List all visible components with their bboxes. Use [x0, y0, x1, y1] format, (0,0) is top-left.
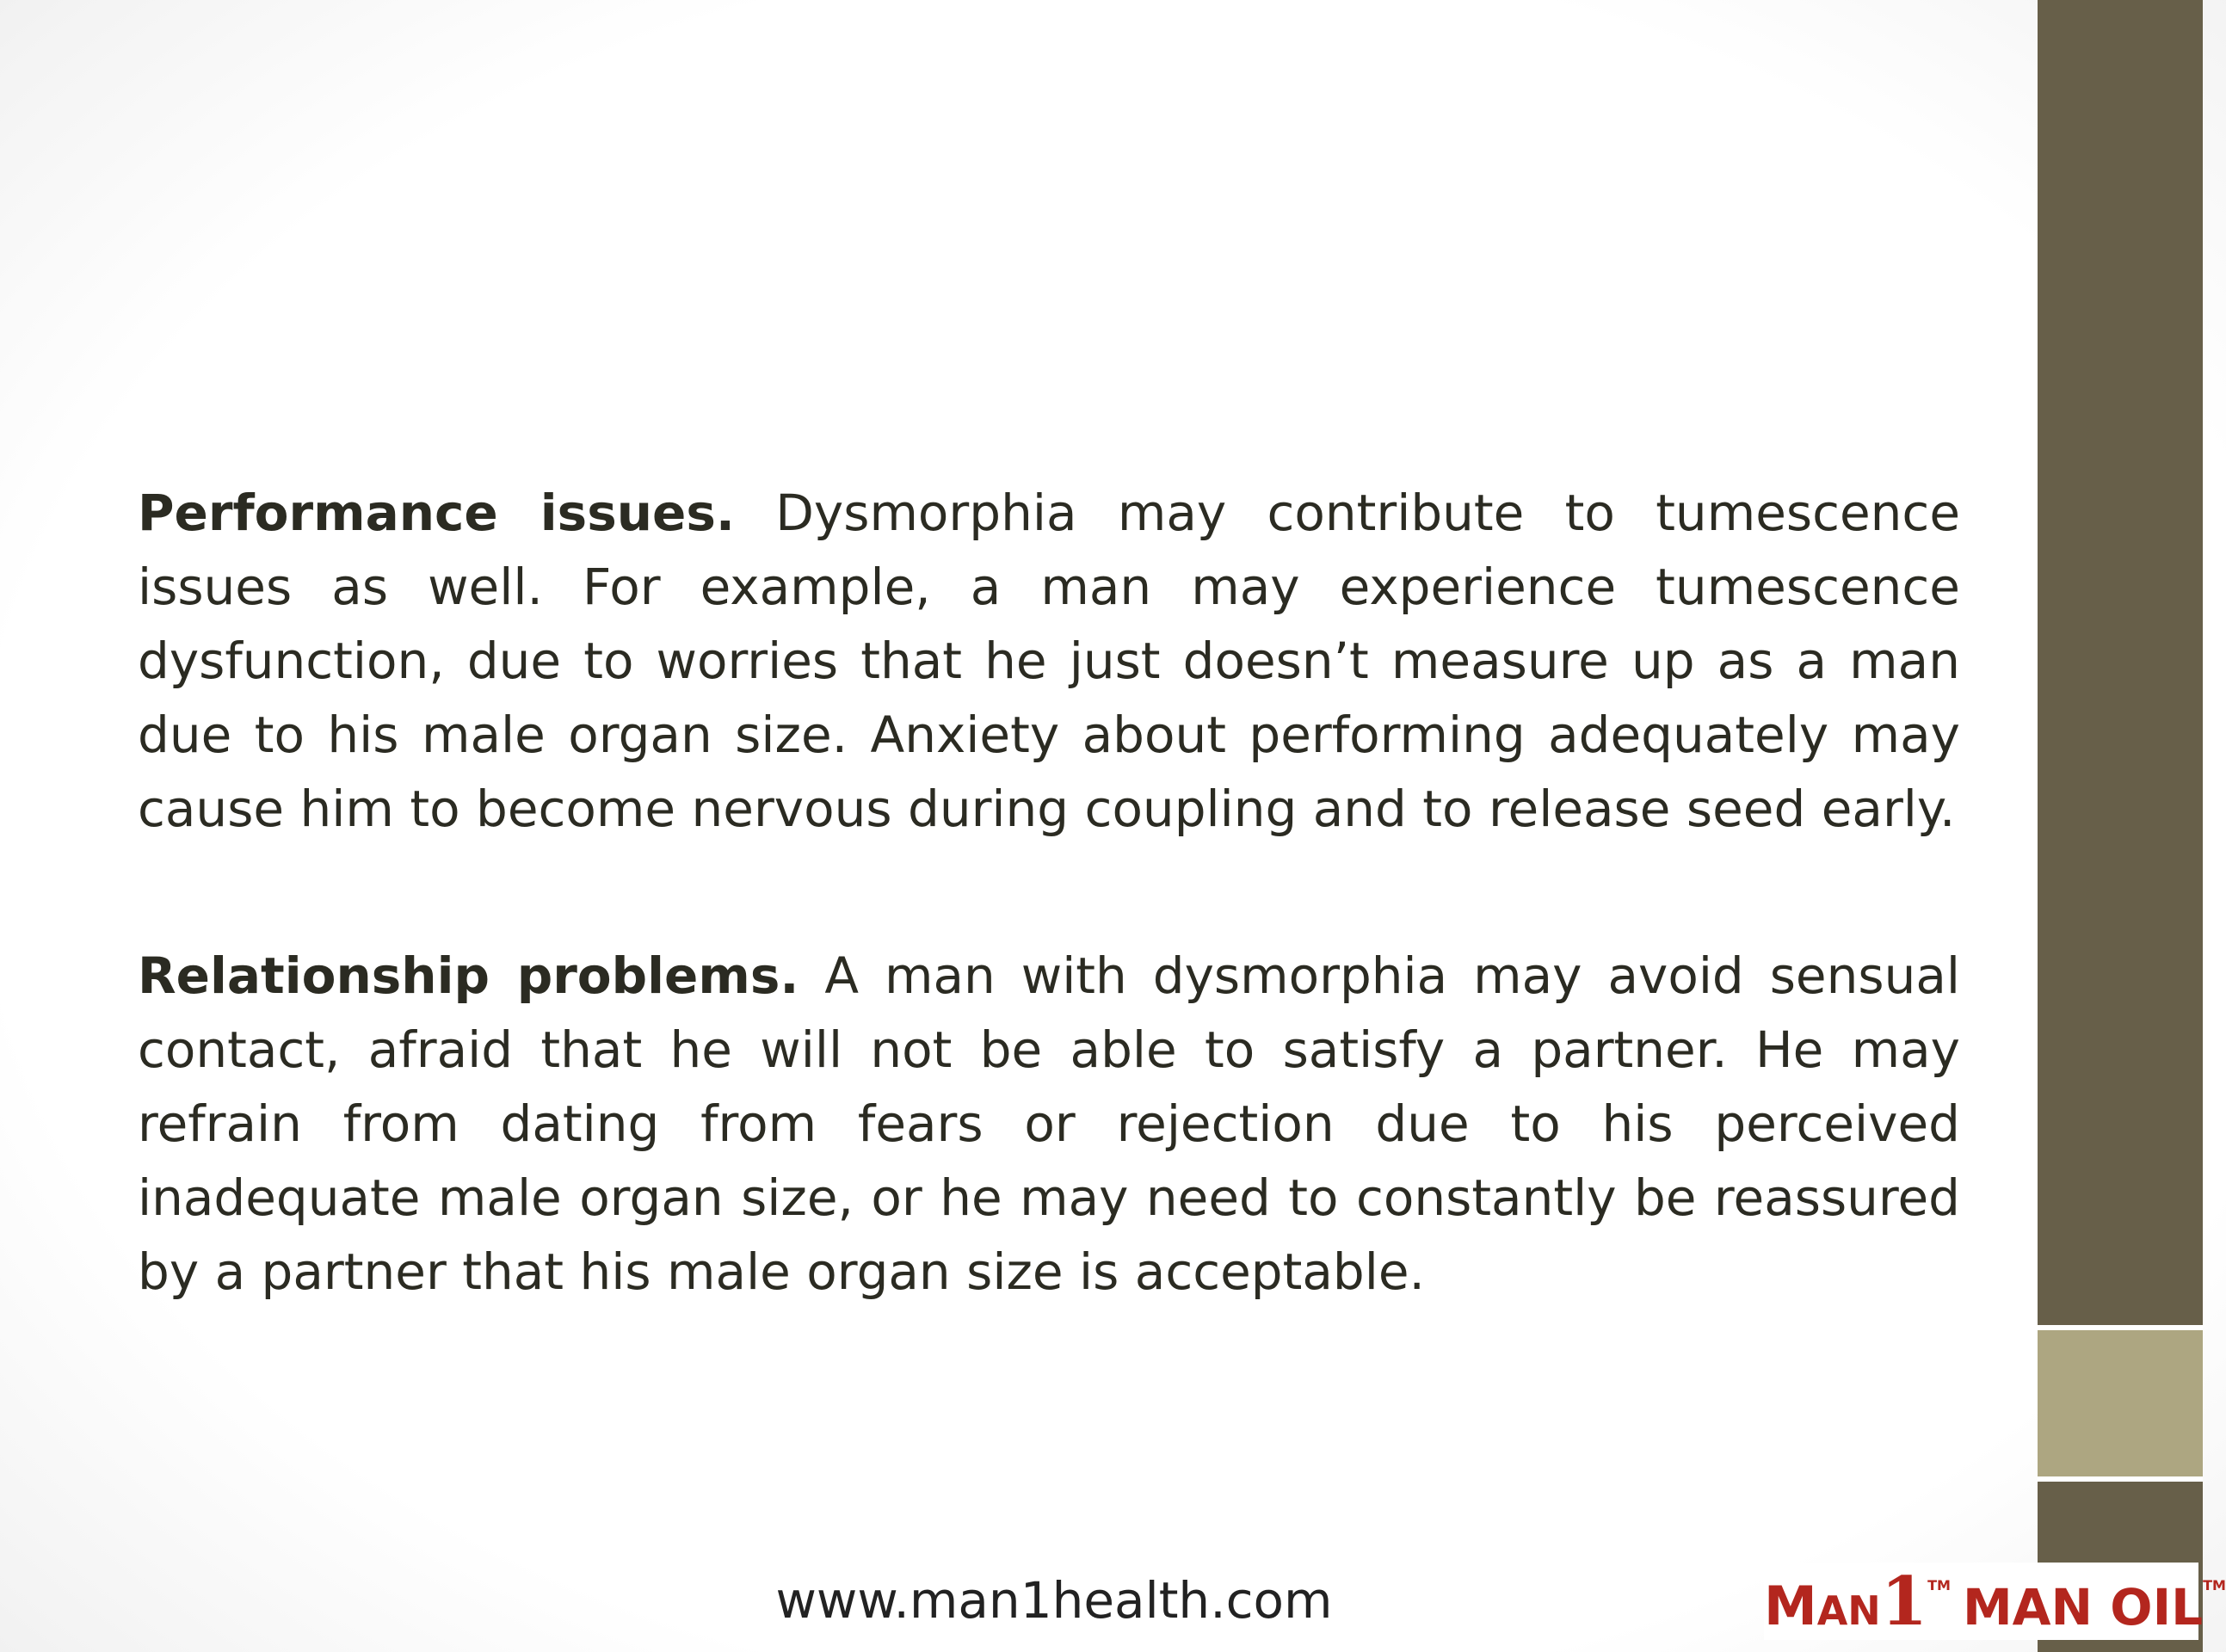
paragraph-relationship-problems	[138, 939, 1960, 1309]
paragraph-lead: Relationship problems.	[138, 946, 799, 1005]
footer-url: www.man1health.com	[775, 1571, 1333, 1630]
paragraph-performance-issues	[138, 476, 1960, 846]
side-bar-accent	[2038, 1325, 2203, 1482]
side-bar	[2038, 0, 2203, 1652]
paragraph-body: Dysmorphia may contribute to tumescence issues as well. For example, a man may experience tumescence dysfunction, due to worries that he just doesn’t measure up as a man due to his male organ size. Anxiety about performing adequately may cause him to become nervous during coupling and to release seed early.	[138, 484, 1961, 838]
slide-body	[138, 476, 1960, 1309]
paragraph-body: A man with dysmorphia may avoid sensual contact, afraid that he will not be able to satisfy a partner. He may refrain from dating from fears or rejection due to his perceived inadequate male organ size, or he may need to constantly be reassured by a partner that his male organ size is acceptable.	[138, 946, 1960, 1301]
brand-logo: M AN 1 TM MAN OIL TM	[1764, 1563, 2226, 1641]
paragraph-lead: Performance issues.	[138, 484, 735, 542]
